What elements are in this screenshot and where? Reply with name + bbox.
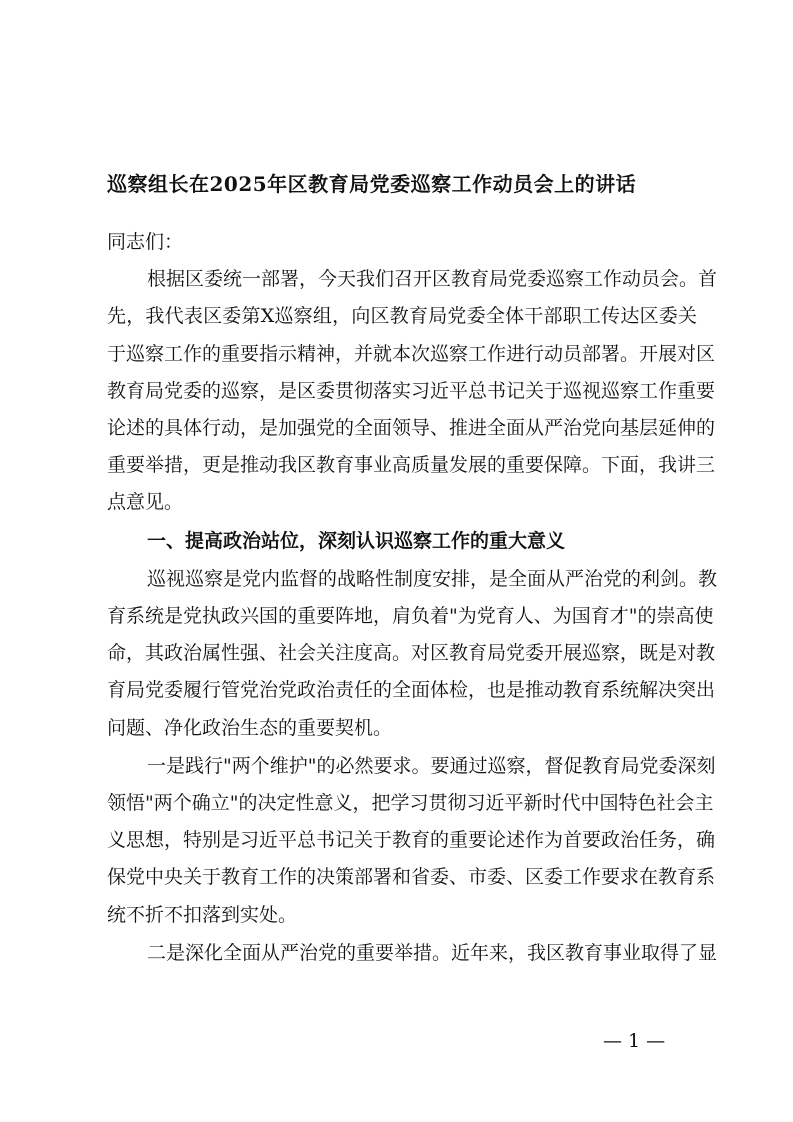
paragraph-line: 问题、净化政治生态的重要契机。 — [107, 717, 393, 739]
paragraph-line: 重要举措，更是推动我区教育事业高质量发展的重要保障。下面，我讲三 — [107, 454, 716, 476]
paragraph-line: 先，我代表区委第X巡察组，向区教育局党委全体干部职工传达区委关 — [107, 305, 697, 327]
page-number: — 1 — — [603, 1030, 666, 1052]
paragraph-line: 巡视巡察是党内监督的战略性制度安排，是全面从严治党的利剑。教 — [147, 568, 718, 590]
paragraph-line: 领悟"两个确立"的决定性意义，把学习贯彻习近平新时代中国特色社会主 — [107, 792, 714, 814]
section-heading: 一、提高政治站位，深刻认识巡察工作的重大意义 — [147, 530, 566, 552]
paragraph-line: 根据区委统一部署，今天我们召开区教育局党委巡察工作动员会。首 — [147, 268, 718, 290]
salutation: 同志们： — [107, 231, 184, 253]
document-title: 巡察组长在2025年区教育局党委巡察工作动员会上的讲话 — [107, 172, 637, 196]
paragraph-line: 育系统是党执政兴国的重要阵地，肩负着"为党育人、为国育才"的崇高使 — [107, 605, 714, 627]
paragraph-line: 统不折不扣落到实处。 — [107, 904, 298, 926]
paragraph-line: 义思想，特别是习近平总书记关于教育的重要论述作为首要政治任务，确 — [107, 829, 716, 851]
paragraph-line: 论述的具体行动，是加强党的全面领导、推进全面从严治党向基层延伸的 — [107, 417, 716, 439]
paragraph-line: 一是践行"两个维护"的必然要求。要通过巡察，督促教育局党委深刻 — [147, 755, 716, 777]
paragraph-line: 教育局党委的巡察，是区委贯彻落实习近平总书记关于巡视巡察工作重要 — [107, 380, 716, 402]
paragraph-line: 于巡察工作的重要指示精神，并就本次巡察工作进行动员部署。开展对区 — [107, 343, 716, 365]
paragraph-line: 命，其政治属性强、社会关注度高。对区教育局党委开展巡察，既是对教 — [107, 642, 716, 664]
paragraph-line: 育局党委履行管党治党政治责任的全面体检，也是推动教育系统解决突出 — [107, 679, 716, 701]
paragraph-line: 点意见。 — [107, 491, 184, 513]
paragraph-line: 二是深化全面从严治党的重要举措。近年来，我区教育事业取得了显 — [147, 942, 718, 964]
paragraph-line: 保党中央关于教育工作的决策部署和省委、市委、区委工作要求在教育系 — [107, 866, 716, 888]
